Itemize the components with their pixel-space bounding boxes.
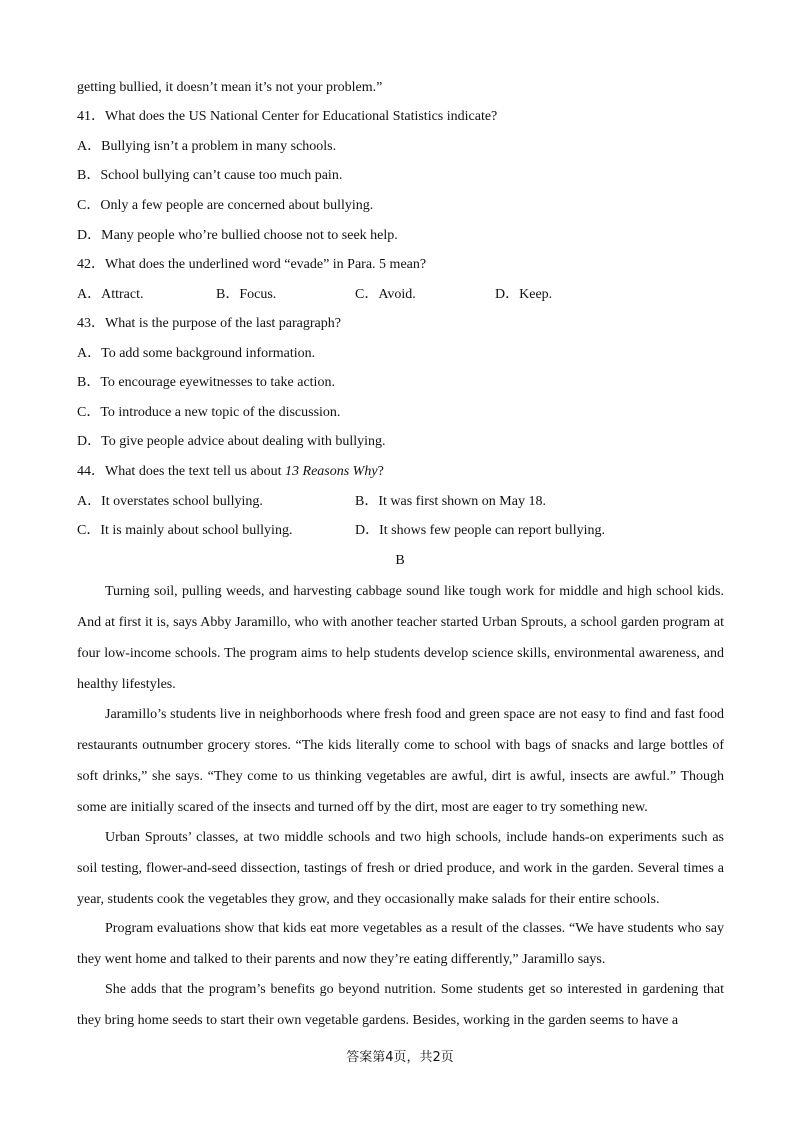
option-text: It overstates school bullying. [101,494,263,509]
question-44 [77,463,384,481]
option-41-c [77,197,373,215]
question-number: 44． [77,464,105,479]
film-title: 13 Reasons Why [285,464,378,479]
paragraph-2: Jaramillo’s students live in neighborhoods where fresh food and green space are not easy to find and fast food restaurants outnumber grocery stores. “The kids literally come to school with bags of snacks and large bottles of soft drinks,” she says. “They come to us thinking vegetables are awful, dirt is awful, insects are awful.” Though some are initially scared of the insects and turned off by the dirt, most are eager to try something new. [77,707,724,815]
option-42-d [495,286,552,304]
option-44-c [77,522,292,540]
paragraph-4: Program evaluations show that kids eat more vegetables as a result of the classes. “We have students who say they went home and talked to their parents and now they’re eating differently,” Jaramillo says. [77,921,724,967]
option-text: To introduce a new topic of the discussion. [100,405,341,420]
paragraph-3: Urban Sprouts’ classes, at two middle schools and two high schools, include hands-on experiments such as soil testing, flower-and-seed dissection, tastings of fresh or dried produce, and work in the garden. Several times a year, students cook the vegetables they grow, and they occasionally make salads for their entire schools. [77,830,724,907]
option-letter: A． [77,287,102,302]
passage-fragment: getting bullied, it doesn’t mean it’s not your problem.” [77,80,383,95]
question-42 [77,256,426,274]
option-letter: A． [77,139,102,154]
option-42-a [77,286,144,304]
option-letter: D． [77,228,102,243]
option-letter: B． [216,287,240,302]
option-text: Attract. [101,287,144,302]
option-text: School bullying can’t cause too much pain. [100,168,343,183]
option-text: Many people who’re bullied choose not to seek help. [101,228,398,243]
option-letter: C． [77,405,101,420]
option-43-d [77,433,386,451]
option-text: To give people advice about dealing with bullying. [101,434,386,449]
option-42-b [216,286,276,304]
section-heading: B [395,553,405,568]
option-text: Bullying isn’t a problem in many schools. [101,139,337,154]
option-letter: D． [77,434,102,449]
question-text: What is the purpose of the last paragraph? [105,316,341,331]
question-text: What does the text tell us about [105,464,286,479]
option-41-d [77,227,398,245]
question-text: What does the underlined word “evade” in Para. 5 mean? [105,257,427,272]
option-43-b [77,374,335,392]
option-text: To encourage eyewitnesses to take action. [100,375,335,390]
option-44-d [355,522,605,540]
question-41 [77,108,497,126]
option-text: Keep. [519,287,553,302]
option-text: Focus. [239,287,277,302]
page-footer: 答案第4页，共2页 [346,1050,454,1065]
question-punctuation: ? [377,464,384,479]
question-number: 43． [77,316,105,331]
option-43-c [77,404,340,422]
option-44-a [77,493,263,511]
option-letter: B． [77,375,101,390]
option-text: Avoid. [378,287,416,302]
option-letter: D． [355,523,380,538]
option-letter: B． [77,168,101,183]
option-text: It was first shown on May 18. [378,494,546,509]
option-letter: A． [77,494,102,509]
question-number: 42． [77,257,105,272]
option-letter: A． [77,346,102,361]
option-text: It shows few people can report bullying. [379,523,606,538]
option-letter: C． [77,523,101,538]
option-letter: C． [77,198,101,213]
option-43-a [77,345,315,363]
option-42-c [355,286,416,304]
question-43 [77,315,341,333]
option-41-b [77,167,342,185]
option-41-a [77,138,336,156]
question-number: 41． [77,109,105,124]
option-text: To add some background information. [101,346,316,361]
option-letter: C． [355,287,379,302]
option-letter: B． [355,494,379,509]
paragraph-1: Turning soil, pulling weeds, and harvesting cabbage sound like tough work for middle and high school kids. And at first it is, says Abby Jaramillo, who with another teacher started Urban Sprouts, a school garden program at four low-income schools. The program aims to help students develop science skills, environmental awareness, and healthy lifestyles. [77,584,724,692]
option-44-b [355,493,546,511]
question-text: What does the US National Center for Educational Statistics indicate? [105,109,498,124]
option-text: Only a few people are concerned about bullying. [100,198,374,213]
option-text: It is mainly about school bullying. [100,523,293,538]
paragraph-5: She adds that the program’s benefits go beyond nutrition. Some students get so interested in gardening that they bring home seeds to start their own vegetable gardens. Besides, working in the garden seems to have a [77,982,724,1028]
option-letter: D． [495,287,520,302]
